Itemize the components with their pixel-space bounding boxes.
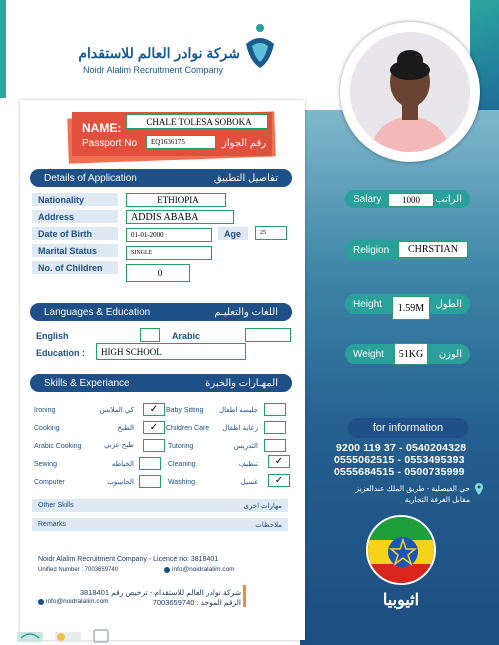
logo-english-text: Noidr Alalim Recruitment Company xyxy=(83,65,224,75)
skill-baby-sitting-checkbox[interactable] xyxy=(264,403,286,416)
religion-value: CHRSTIAN xyxy=(398,241,468,258)
weight-label: Weight xyxy=(353,348,384,360)
skill-ironing-checkbox[interactable]: ✓ xyxy=(143,403,165,416)
skill-cooking-en: Cooking xyxy=(34,425,60,432)
email-icon xyxy=(164,567,170,573)
english-value xyxy=(140,328,160,342)
location-pin-icon xyxy=(474,482,484,494)
passport-value: EQ1636175 xyxy=(146,135,216,149)
skill-computer-checkbox[interactable] xyxy=(139,475,161,488)
candidate-photo xyxy=(350,32,470,152)
other-skills-row xyxy=(32,499,288,512)
salary-label-ar: الراتب xyxy=(435,193,462,205)
skill-sewing-ar: الخياطه xyxy=(111,461,134,468)
age-label: Age xyxy=(218,227,248,240)
children-value: 0 xyxy=(126,264,190,282)
age-value: 25 xyxy=(255,226,287,240)
height-label-ar: الطول xyxy=(435,298,462,310)
skill-baby-sitting-en: Baby Sitting xyxy=(166,407,204,414)
skill-children-care-checkbox[interactable] xyxy=(264,421,286,434)
nationality-value: ETHIOPIA xyxy=(126,193,226,207)
footer-arabic-line-2: الرقم الموحد : 7003659740 xyxy=(152,598,241,607)
skill-washing-ar: غسيل xyxy=(240,479,258,486)
address-value: ADDIS ABABA xyxy=(126,210,234,224)
ministry-logos xyxy=(15,627,145,645)
skill-sewing-checkbox[interactable] xyxy=(139,457,161,470)
skill-children-care-ar: رعاية اطفال xyxy=(222,425,258,432)
name-label: NAME: xyxy=(82,121,122,135)
skills-header xyxy=(30,374,292,392)
footer-email[interactable] xyxy=(164,566,235,573)
footer-unified-number: Unified Number : 7003659740 xyxy=(38,567,119,573)
skills-header-en: Skills & Experiance xyxy=(44,377,130,389)
footer-email-text: info@noidralalim.com xyxy=(172,566,235,573)
footer-divider xyxy=(243,585,246,607)
skill-tutoring-ar: التدريس xyxy=(233,443,258,450)
skill-tutoring-checkbox[interactable] xyxy=(264,439,286,452)
arabic-value xyxy=(245,328,291,342)
address-ar-line-2: مقابل الغرفة التجارية xyxy=(404,495,470,504)
religion-label: Religion xyxy=(353,244,390,256)
details-header-en: Details of Application xyxy=(44,172,137,184)
skill-sewing-en: Sewing xyxy=(34,461,57,468)
skill-cleaning-checkbox[interactable]: ✓ xyxy=(268,455,290,468)
children-label: No. of Children xyxy=(32,261,118,274)
footer-email-2-text: info@noidralalim.com xyxy=(46,598,109,605)
address-ar-line-1: حي الفيصلية - طريق الملك عبدالعزيز xyxy=(355,484,470,493)
skill-cleaning-en: Cleaning xyxy=(168,461,196,468)
salary-label: Salary xyxy=(353,193,382,205)
weight-value: 51KG xyxy=(394,343,428,365)
dob-value: 01-01-2000 xyxy=(126,228,212,242)
ministry-seal-icon xyxy=(91,628,111,644)
other-skills-label-ar: مهارات اخرى xyxy=(243,502,282,510)
ethiopia-flag-icon xyxy=(366,515,436,585)
phone-line-1: 9200 119 37 - 0540204328 xyxy=(336,442,467,454)
salary-value: 1000 xyxy=(388,193,434,207)
skill-cooking-ar: الطبخ xyxy=(117,425,134,432)
languages-header-en: Languages & Education xyxy=(44,306,151,318)
footer-line-1: Noidr Alalim Recruitment Company - Licence no: 3818401 xyxy=(38,556,219,563)
details-header xyxy=(30,169,292,187)
skill-washing-checkbox[interactable]: ✓ xyxy=(268,474,290,487)
info-header: for information xyxy=(348,418,468,438)
education-label: Education : xyxy=(36,348,85,358)
skill-children-care-en: Children Care xyxy=(166,425,210,432)
arabic-label: Arabic xyxy=(172,331,201,341)
english-label: English xyxy=(36,331,69,341)
skill-arabic-cooking-checkbox[interactable] xyxy=(143,439,165,452)
left-edge-decoration xyxy=(0,0,6,98)
skill-arabic-cooking-ar: طبخ عربي xyxy=(104,442,134,449)
remarks-label: Remarks xyxy=(38,521,67,528)
email-icon-2 xyxy=(38,599,44,605)
passport-label-arabic: رقم الجواز xyxy=(222,138,267,149)
marital-value: SINGLE xyxy=(126,246,212,260)
country-arabic: اثيوبيا xyxy=(382,592,420,609)
skill-ironing-ar: كي الملابس xyxy=(99,407,134,414)
skills-header-ar: المهـارات والخبرة xyxy=(205,377,278,389)
passport-label: Passport No xyxy=(82,138,138,149)
languages-header xyxy=(30,303,292,321)
education-value: HIGH SCHOOL xyxy=(96,343,246,360)
weight-label-ar: الوزن xyxy=(438,348,462,360)
nationality-label: Nationality xyxy=(32,193,118,206)
skill-washing-en: Washing xyxy=(168,479,195,486)
skill-baby-sitting-ar: جليسه اطفال xyxy=(219,407,258,414)
marital-label: Marital Status xyxy=(32,244,118,257)
skill-computer-ar: الحاسوب xyxy=(107,479,134,486)
footer-arabic-line-1: شركة نوادر العالم للاستقدام - ترخيص رقم 3818401 xyxy=(79,588,241,597)
skill-ironing-en: Ironing xyxy=(34,407,56,414)
skill-cleaning-ar: تنظيف xyxy=(238,461,258,468)
company-logo xyxy=(240,22,280,70)
height-label: Height xyxy=(353,298,382,310)
skill-arabic-cooking-en: Arabic Cooking xyxy=(34,443,82,450)
footer-email-2[interactable] xyxy=(38,598,109,605)
height-value: 1.59M xyxy=(392,296,430,320)
dob-label: Date of Birth xyxy=(32,227,118,240)
skill-cooking-checkbox[interactable]: ✓ xyxy=(143,421,165,434)
logo-arabic-text: شركة نوادر العالم للاستقدام xyxy=(78,45,240,61)
remarks-row xyxy=(32,518,288,531)
ministry-logo-icon xyxy=(15,628,45,644)
phone-line-2: 0555062515 - 0553495393 xyxy=(334,454,465,466)
phone-line-3: 0555684515 - 0500735999 xyxy=(334,466,465,478)
name-value: CHALE TOLESA SOBOKA xyxy=(126,114,268,129)
remarks-label-ar: ملاحظات xyxy=(255,521,282,529)
details-header-ar: تفاصيل التطبيق xyxy=(213,172,278,184)
skill-tutoring-en: Tutoring xyxy=(168,443,194,450)
other-skills-label: Other Skills xyxy=(38,502,74,509)
address-label: Address xyxy=(32,210,118,223)
languages-header-ar: اللغات والتعليـم xyxy=(214,306,278,318)
skill-computer-en: Computer xyxy=(34,479,65,486)
musaned-logo-icon xyxy=(53,628,83,644)
